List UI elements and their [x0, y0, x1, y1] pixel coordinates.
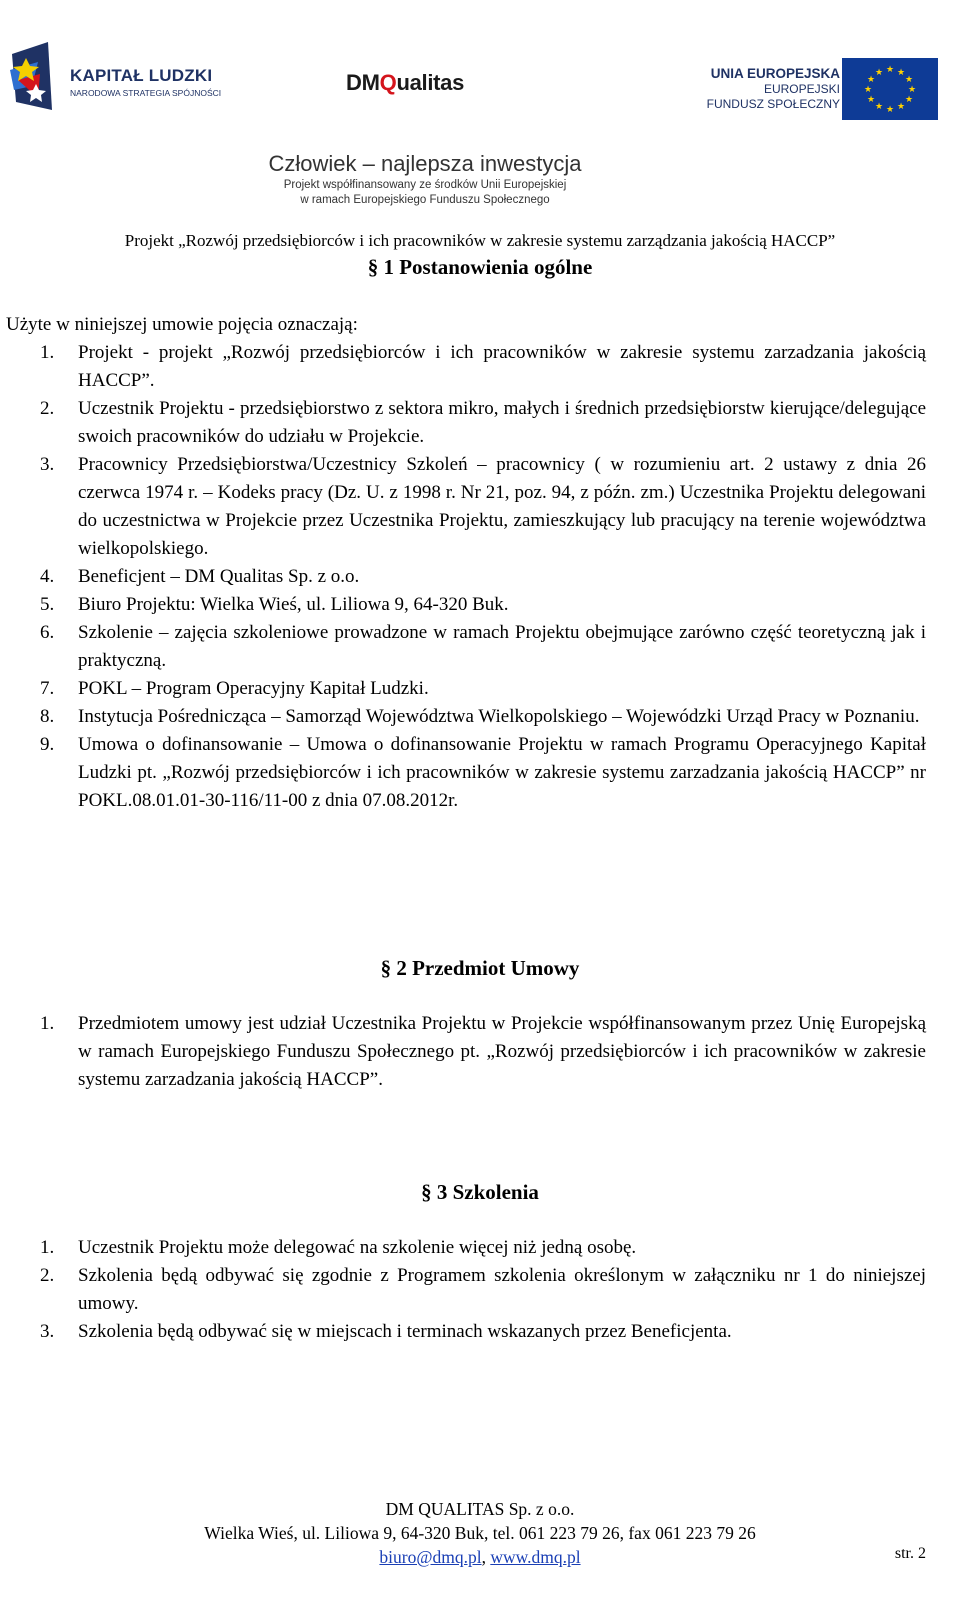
page-number: str. 2: [894, 1545, 926, 1562]
list-item: [40, 731, 926, 815]
list-item: [40, 1318, 926, 1346]
footer-address: Wielka Wieś, ul. Liliowa 9, 64-320 Buk, tel. 061 223 79 26, fax 061 223 79 26: [204, 1523, 756, 1543]
item-number: 9.: [40, 734, 55, 755]
item-text: Instytucja Pośrednicząca – Samorząd Województwa Wielkopolskiego – Wojewódzki Urząd Pracy w Poznaniu.: [78, 706, 920, 727]
list-item: [40, 563, 926, 591]
section-2-heading: § 2 Przedmiot Umowy: [380, 956, 580, 980]
item-text: Projekt - projekt „Rozwój przedsiębiorców i ich pracowników w zakresie systemu zarzadzania jakością HACCP”.: [78, 342, 926, 391]
kapital-ludzki-title: KAPITAŁ LUDZKI: [70, 66, 213, 85]
item-number: 5.: [40, 594, 55, 615]
section-3-list: [40, 1234, 926, 1346]
item-text: Uczestnik Projektu - przedsiębiorstwo z sektora mikro, małych i średnich przedsiębiorstw kierujące/delegujące swoich pracowników do udziału w Projekcie.: [78, 398, 926, 447]
motto-subtitle-2: w ramach Europejskiego Funduszu Społecznego: [300, 194, 550, 206]
item-text: Szkolenia będą odbywać się zgodnie z Programem szkolenia określonym w załączniku nr 1 do niniejszej umowy.: [78, 1265, 926, 1314]
logo-header: [0, 0, 960, 206]
item-text: Szkolenia będą odbywać się w miejscach i terminach wskazanych przez Beneficjenta.: [78, 1321, 732, 1342]
item-number: 1.: [40, 1237, 55, 1258]
dm-qualitas-logo: [346, 70, 464, 96]
motto-title: Człowiek – najlepsza inwestycja: [268, 151, 582, 176]
section-1-list: [40, 339, 926, 815]
eu-line3: FUNDUSZ SPOŁECZNY: [706, 97, 840, 111]
list-item: [40, 1010, 926, 1094]
item-text: Pracownicy Przedsiębiorstwa/Uczestnicy Szkoleń – pracownicy ( w rozumieniu art. 2 ustawy z dnia 26 czerwca 1974 r. – Kodeks pracy (Dz. U. z 1998 r. Nr 21, poz. 94, z późn. zm.) Uczestnika Projektu delegowani do uczestnictwa w Projekcie przez Uczestnika Projektu, zamieszkujący lub pracujący na terenie województwa wielkopolskiego.: [78, 454, 926, 559]
eu-logo: [680, 58, 950, 124]
eu-line2: EUROPEJSKI: [763, 82, 840, 96]
svg-text:★: ★: [874, 102, 884, 112]
list-item: [40, 451, 926, 563]
email-link[interactable]: biuro@dmq.pl: [379, 1547, 482, 1567]
section-1-intro: Użyte w niniejszej umowie pojęcia oznaczają:: [6, 314, 358, 335]
item-text: Biuro Projektu: Wielka Wieś, ul. Liliowa 9, 64-320 Buk.: [78, 594, 509, 615]
item-number: 7.: [40, 678, 55, 699]
svg-text:★: ★: [863, 85, 873, 95]
section-1-heading: § 1 Postanowienia ogólne: [367, 255, 593, 279]
item-number: 3.: [40, 454, 55, 475]
eu-flag-icon: [842, 58, 938, 120]
list-item: [40, 675, 926, 703]
item-number: 2.: [40, 1265, 55, 1286]
list-item: [40, 339, 926, 395]
eu-logo-text: [707, 66, 840, 112]
svg-text:★: ★: [885, 65, 895, 75]
svg-text:★: ★: [904, 95, 914, 105]
list-item: [40, 1234, 926, 1262]
section-2-list: [40, 1010, 926, 1094]
item-number: 6.: [40, 622, 55, 643]
svg-text:★: ★: [896, 68, 906, 78]
section-3-heading: § 3 Szkolenia: [421, 1180, 539, 1204]
footer-company: DM QUALITAS Sp. z o.o.: [385, 1499, 575, 1519]
list-item: [40, 395, 926, 451]
svg-text:★: ★: [904, 75, 914, 85]
dmq-logo-q: Q: [379, 70, 397, 95]
website-link[interactable]: www.dmq.pl: [490, 1547, 581, 1567]
dmq-logo-part3: ualitas: [396, 70, 465, 95]
item-text: Szkolenie – zajęcia szkoleniowe prowadzone w ramach Projektu obejmujące zarówno część teoretyczną jak i praktyczną.: [78, 622, 926, 671]
svg-text:★: ★: [866, 75, 876, 85]
svg-text:★: ★: [896, 102, 906, 112]
list-item: [40, 1262, 926, 1318]
kapital-ludzki-emblem-icon: [8, 40, 64, 116]
kapital-ludzki-logo: [8, 40, 248, 116]
motto-block: [0, 150, 960, 208]
item-text: Beneficjent – DM Qualitas Sp. z o.o.: [78, 566, 360, 587]
dmq-logo-part1: DM: [346, 70, 380, 95]
svg-text:★: ★: [885, 105, 895, 115]
kapital-ludzki-subtitle: NARODOWA STRATEGIA SPÓJNOŚCI: [70, 88, 222, 98]
item-number: 2.: [40, 398, 55, 419]
svg-text:★: ★: [874, 68, 884, 78]
list-item: [40, 591, 926, 619]
item-number: 3.: [40, 1321, 55, 1342]
item-number: 1.: [40, 1013, 55, 1034]
item-number: 4.: [40, 566, 55, 587]
item-text: POKL – Program Operacyjny Kapitał Ludzki.: [78, 678, 429, 699]
list-item: [40, 703, 926, 731]
footer-separator: ,: [481, 1547, 491, 1567]
motto-subtitle-1: Projekt współfinansowany ze środków Unii Europejskiej: [283, 179, 567, 191]
item-number: 8.: [40, 706, 55, 727]
list-item: [40, 619, 926, 675]
item-text: Umowa o dofinansowanie – Umowa o dofinansowanie Projektu w ramach Programu Operacyjnego Kapitał Ludzki pt. „Rozwój przedsiębiorców i ich pracowników w zakresie systemu zarzadzania jakością HACCP” nr POKL.08.01.01-30-116/11-00 z dnia 07.08.2012r.: [78, 734, 926, 811]
running-head: Projekt „Rozwój przedsiębiorców i ich pracowników w zakresie systemu zarządzania jakością HACCP”: [124, 231, 836, 250]
footer-contacts: [0, 1545, 960, 1569]
svg-text:★: ★: [907, 85, 917, 95]
svg-text:★: ★: [866, 95, 876, 105]
eu-line1: UNIA EUROPEJSKA: [710, 66, 840, 81]
item-text: Przedmiotem umowy jest udział Uczestnika Projektu w Projekcie współfinansowanym przez Unię Europejską w ramach Europejskiego Funduszu Społecznego pt. „Rozwój przedsiębiorców i ich pracowników w zakresie systemu zarzadzania jakością HACCP”.: [78, 1013, 926, 1090]
item-text: Uczestnik Projektu może delegować na szkolenie więcej niż jedną osobę.: [78, 1237, 637, 1258]
item-number: 1.: [40, 342, 55, 363]
page-footer: [0, 1497, 960, 1569]
